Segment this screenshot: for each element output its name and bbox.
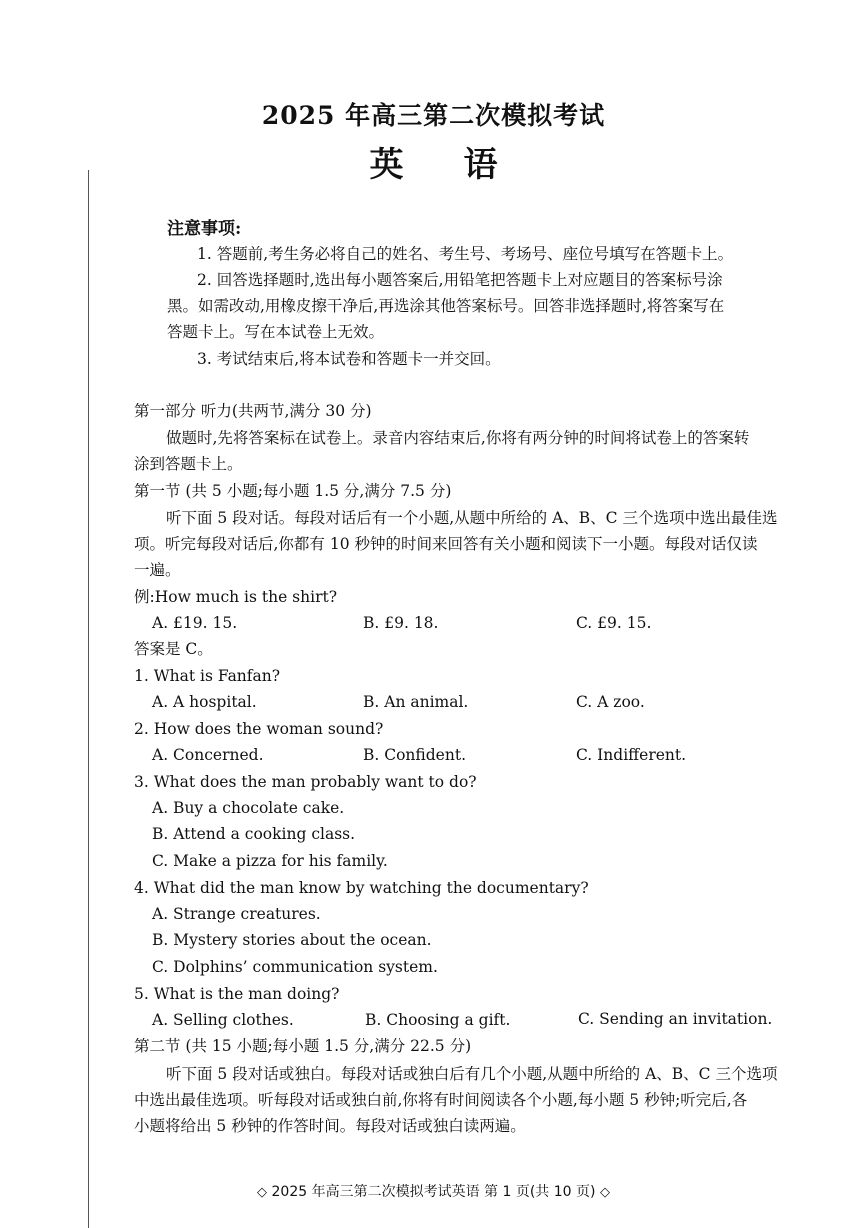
q3-option-c: C. Make a pizza for his family. xyxy=(152,852,388,870)
exam-title: 2025 年高三第二次模拟考试 xyxy=(261,101,606,130)
q4-option-b: B. Mystery stories about the ocean. xyxy=(152,931,432,949)
q1-option-b: B. An animal. xyxy=(363,693,469,711)
section2-intro-line-3: 小题将给出 5 秒钟的作答时间。每段对话或独白读两遍。 xyxy=(134,1117,526,1135)
question-4: 4. What did the man know by watching the documentary? xyxy=(134,879,589,897)
example-answer: 答案是 C。 xyxy=(134,640,213,658)
question-5: 5. What is the man doing? xyxy=(134,985,340,1003)
q2-option-c: C. Indifferent. xyxy=(576,746,687,764)
example-option-a: A. £19. 15. xyxy=(152,614,238,632)
part1-intro-line-2: 涂到答题卡上。 xyxy=(134,455,243,473)
q3-option-a: A. Buy a chocolate cake. xyxy=(152,799,345,817)
part1-heading: 第一部分 听力(共两节,满分 30 分) xyxy=(134,402,372,420)
q4-option-c: C. Dolphins’ communication system. xyxy=(152,958,438,976)
q5-option-b: B. Choosing a gift. xyxy=(365,1011,511,1029)
question-1: 1. What is Fanfan? xyxy=(134,667,281,685)
notice-item-1: 1. 答题前,考生务必将自己的姓名、考生号、考场号、座位号填写在答题卡上。 xyxy=(197,245,734,263)
notice-item-2: 2. 回答选择题时,选出每小题答案后,用铅笔把答题卡上对应题目的答案标号涂 xyxy=(197,271,723,289)
footer-diamond-left-icon: ◇ xyxy=(257,1185,268,1200)
part1-intro-line-1: 做题时,先将答案标在试卷上。录音内容结束后,你将有两分钟的时间将试卷上的答案转 xyxy=(166,429,750,447)
section2-heading: 第二节 (共 15 小题;每小题 1.5 分,满分 22.5 分) xyxy=(134,1037,472,1055)
q3-option-b: B. Attend a cooking class. xyxy=(152,825,356,843)
question-2: 2. How does the woman sound? xyxy=(134,720,384,738)
q5-option-a: A. Selling clothes. xyxy=(152,1011,294,1029)
notice-item-2-cont2: 答题卡上。写在本试卷上无效。 xyxy=(167,323,385,341)
section1-heading: 第一节 (共 5 小题;每小题 1.5 分,满分 7.5 分) xyxy=(134,482,452,500)
binding-margin-line xyxy=(88,170,89,1228)
notice-item-2-cont: 黑。如需改动,用橡皮擦干净后,再选涂其他答案标号。回答非选择题时,将答案写在 xyxy=(167,297,725,315)
q4-option-a: A. Strange creatures. xyxy=(152,905,321,923)
footer-diamond-right-icon: ◇ xyxy=(599,1185,610,1200)
exam-subject: 英语 xyxy=(369,145,558,185)
section1-intro-line-3: 一遍。 xyxy=(134,561,181,579)
footer-text: 2025 年高三第二次模拟考试英语 第 1 页(共 10 页) xyxy=(271,1184,596,1200)
section1-intro-line-2: 项。听完每段对话后,你都有 10 秒钟的时间来回答有关小题和阅读下一小题。每段对话仅读 xyxy=(134,535,758,553)
page-footer xyxy=(0,1181,867,1201)
example-option-b: B. £9. 18. xyxy=(363,614,439,632)
section2-intro-line-2: 中选出最佳选项。听每段对话或独白前,你将有时间阅读各个小题,每小题 5 秒钟;听完后,各 xyxy=(134,1091,748,1109)
notice-item-3: 3. 考试结束后,将本试卷和答题卡一并交回。 xyxy=(197,350,501,368)
q1-option-a: A. A hospital. xyxy=(152,693,257,711)
q2-option-a: A. Concerned. xyxy=(152,746,264,764)
section2-intro-line-1: 听下面 5 段对话或独白。每段对话或独白后有几个小题,从题中所给的 A、B、C 三个选项 xyxy=(166,1065,778,1083)
example-question: 例:How much is the shirt? xyxy=(134,588,338,606)
q5-option-c: C. Sending an invitation. xyxy=(578,1010,773,1028)
q1-option-c: C. A zoo. xyxy=(576,693,645,711)
question-3: 3. What does the man probably want to do? xyxy=(134,773,477,791)
section1-intro-line-1: 听下面 5 段对话。每段对话后有一个小题,从题中所给的 A、B、C 三个选项中选出最佳选 xyxy=(166,509,778,527)
q2-option-b: B. Confident. xyxy=(363,746,466,764)
example-option-c: C. £9. 15. xyxy=(576,614,652,632)
notice-title: 注意事项: xyxy=(167,219,242,239)
